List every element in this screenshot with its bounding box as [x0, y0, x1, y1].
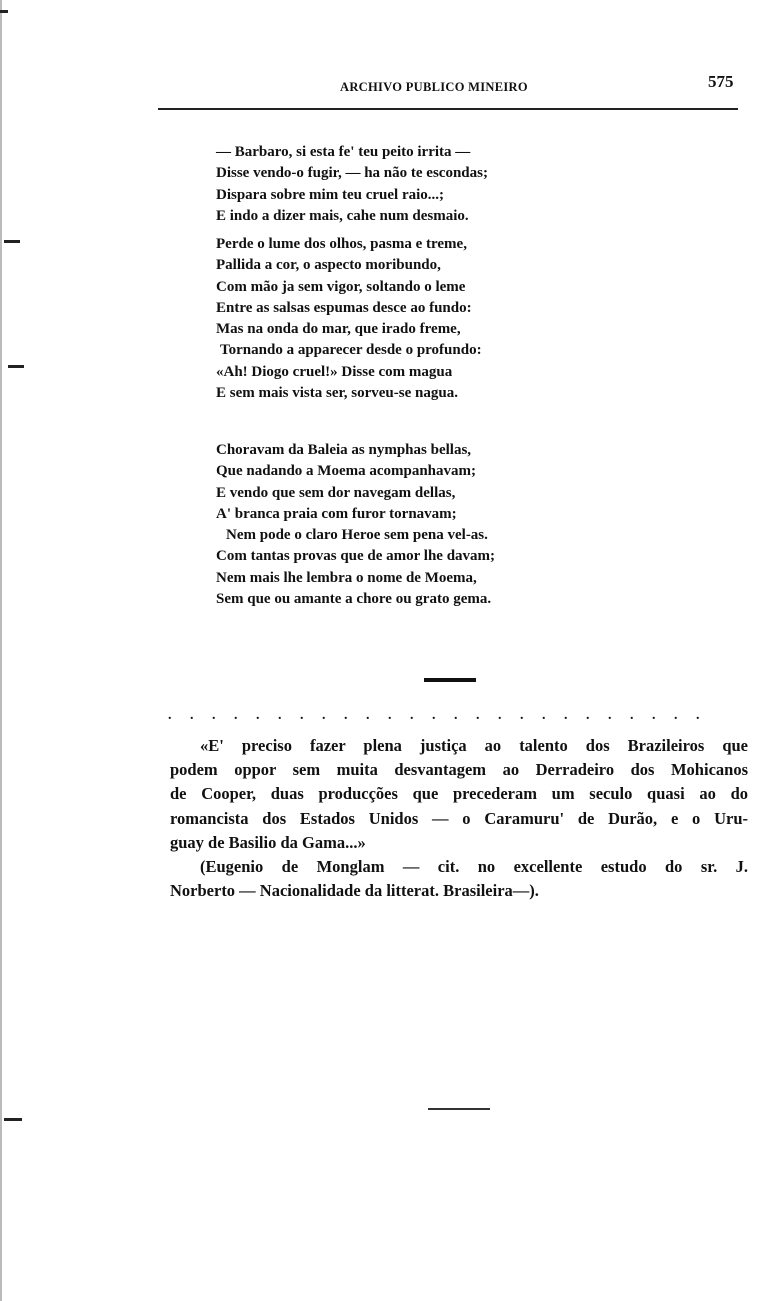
quote-line: podem oppor sem muita desvantagem ao Derradeiro dos Mohicanos: [170, 760, 748, 780]
poem-stanza-2: [216, 234, 636, 404]
verse-line: Nem mais lhe lembra o nome de Moema,: [216, 569, 477, 586]
verse-line: E vendo que sem dor navegam dellas,: [216, 484, 456, 501]
quote-paragraph: [170, 734, 748, 903]
citation-line: (Eugenio de Monglam — cit. no excellente estudo do sr. J.: [200, 857, 748, 877]
ellipsis-row: . . . . . . . . . . . . . . . . . . . . . . . . .: [168, 708, 707, 723]
end-mark: [428, 1108, 490, 1110]
verse-line: «Ah! Diogo cruel!» Disse com magua: [216, 363, 453, 380]
verse-line: — Barbaro, si esta fe' teu peito irrita —: [216, 144, 471, 160]
scan-edge: [0, 0, 2, 1301]
quote-line: romancista dos Estados Unidos — o Caramuru' de Durão, e o Uru-: [170, 808, 748, 828]
verse-line: E indo a dizer mais, cahe num desmaio.: [216, 207, 469, 224]
running-header-title: ARCHIVO PUBLICO MINEIRO: [340, 80, 528, 94]
verse-line: Choravam da Baleia as nymphas bellas,: [216, 442, 472, 458]
quote-line: guay de Basilio da Gama...»: [170, 832, 366, 852]
verse-line: Entre as salsas espumas desce ao fundo:: [216, 299, 472, 316]
margin-mark: [0, 10, 8, 13]
quote-line: «E' preciso fazer plena justiça ao talento dos Brazileiros que: [200, 736, 748, 755]
verse-line: E sem mais vista ser, sorveu-se nagua.: [216, 385, 458, 402]
verse-line: Tornando a apparecer desde o profundo:: [220, 342, 482, 359]
poem-stanza-1: [216, 142, 636, 227]
verse-line: Mas na onda do mar, que irado freme,: [216, 321, 461, 338]
section-divider: [424, 678, 476, 682]
verse-line: Nem pode o claro Heroe sem pena vel-as.: [226, 527, 488, 544]
poem-stanza-3: [216, 440, 636, 610]
header-rule: [158, 108, 738, 110]
verse-line: Perde o lume dos olhos, pasma e treme,: [216, 236, 467, 252]
verse-line: Sem que ou amante a chore ou grato gema.: [216, 591, 492, 608]
margin-mark: [4, 240, 20, 243]
verse-line: Disse vendo-o fugir, — ha não te escondas;: [216, 165, 488, 182]
margin-mark: [8, 365, 24, 368]
verse-line: Que nadando a Moema acompanhavam;: [216, 463, 477, 480]
quote-line: de Cooper, duas producções que precederam um seculo quasi ao do: [170, 784, 748, 804]
verse-line: Dispara sobre mim teu cruel raio...;: [216, 186, 445, 203]
page-number: 575: [708, 72, 734, 91]
verse-line: Pallida a cor, o aspecto moribundo,: [216, 257, 441, 274]
margin-mark: [4, 1118, 22, 1121]
verse-line: Com tantas provas que de amor lhe davam;: [216, 548, 496, 565]
verse-line: Com mão ja sem vigor, soltando o leme: [216, 278, 466, 295]
verse-line: A' branca praia com furor tornavam;: [216, 505, 457, 522]
citation-line: Norberto — Nacionalidade da litterat. Brasileira—).: [170, 881, 539, 901]
